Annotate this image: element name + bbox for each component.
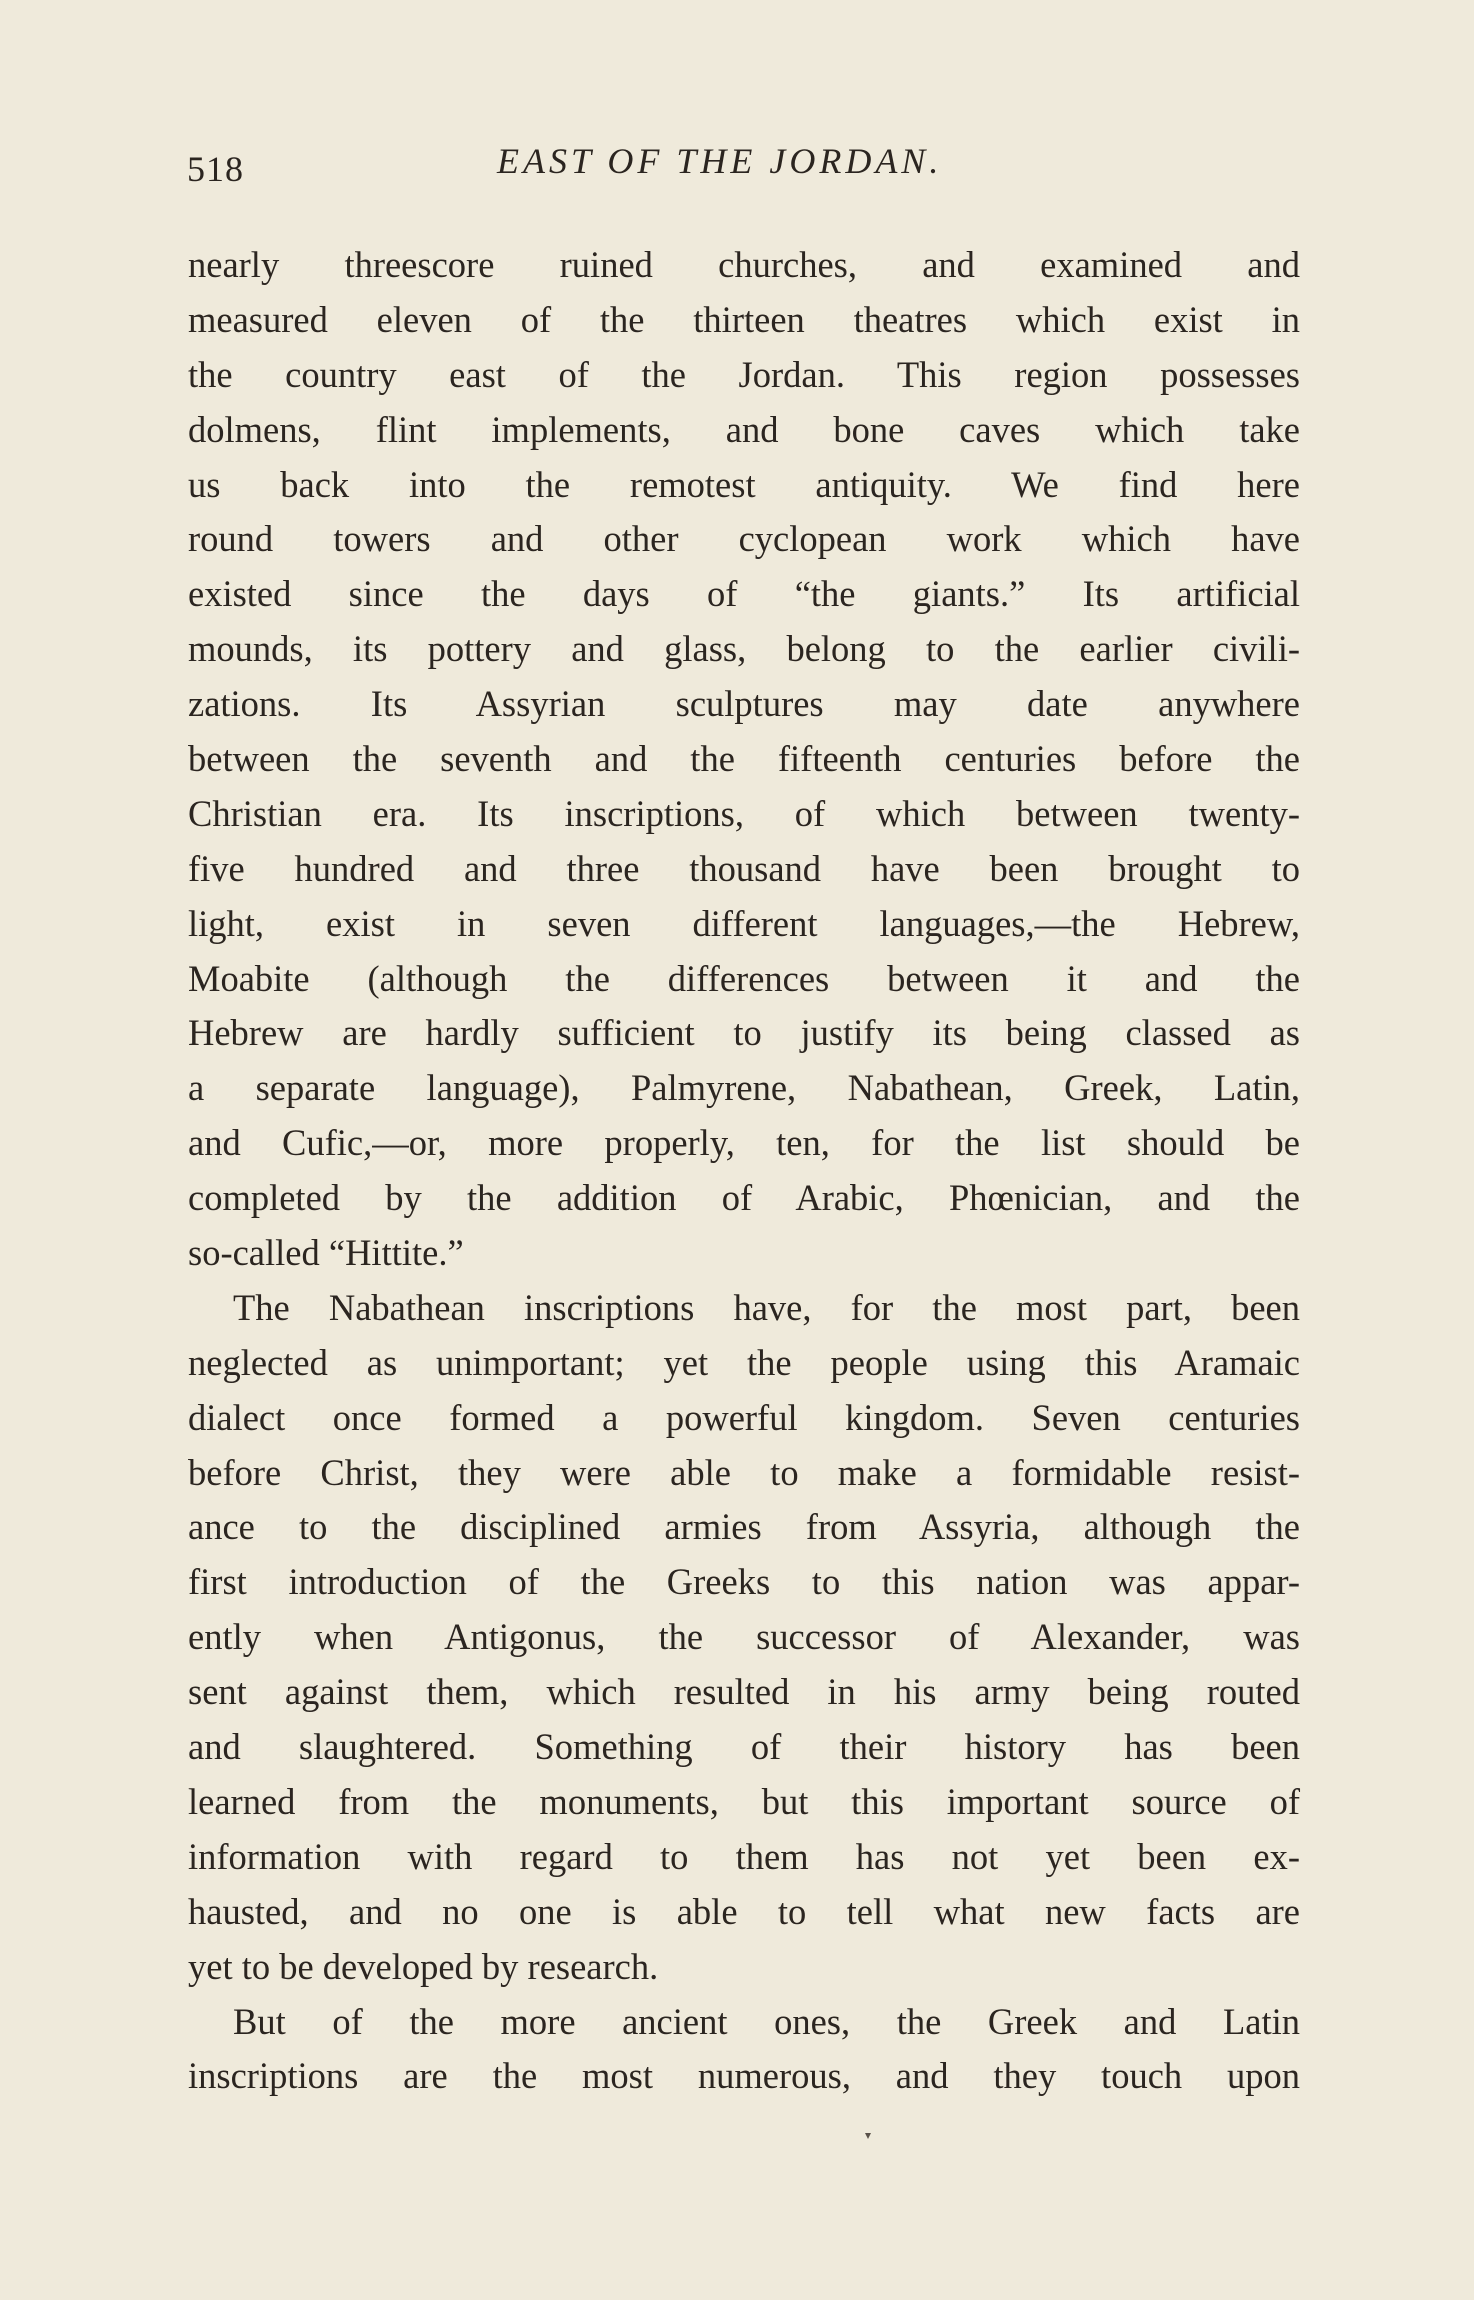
text-line: Christian era. Its inscriptions, of which between twenty- (188, 792, 1300, 834)
text-line: ance to the disciplined armies from Assyria, although the (188, 1506, 1300, 1548)
text-line: dialect once formed a powerful kingdom. Seven centuries (188, 1396, 1300, 1438)
text-line: hausted, and no one is able to tell what new facts are (188, 1890, 1300, 1932)
running-head (187, 140, 1297, 190)
paragraph-start-line: But of the more ancient ones, the Greek and Latin (233, 2000, 1300, 2042)
text-line: and slaughtered. Something of their history has been (188, 1726, 1300, 1768)
text-line: inscriptions are the most numerous, and they touch upon (188, 2055, 1300, 2097)
text-line: Hebrew are hardly sufficient to justify its being classed as (188, 1012, 1300, 1054)
text-line: zations. Its Assyrian sculptures may date anywhere (188, 683, 1300, 725)
paragraph-end-line: yet to be developed by research. (188, 1945, 659, 1987)
body-text (188, 238, 1300, 2104)
text-line: a separate language), Palmyrene, Nabathean, Greek, Latin, (188, 1067, 1300, 1109)
text-line: round towers and other cyclopean work which have (188, 518, 1300, 560)
paragraph-end-line: so-called “Hittite.” (188, 1232, 464, 1274)
text-line: and Cufic,—or, more properly, ten, for the list should be (188, 1122, 1300, 1164)
paragraph-start-line: The Nabathean inscriptions have, for the most part, been (233, 1286, 1300, 1328)
text-line: Moabite (although the differences between it and the (188, 957, 1300, 999)
text-line: ently when Antigonus, the successor of Alexander, was (188, 1616, 1300, 1658)
text-line: completed by the addition of Arabic, Phœnician, and the (188, 1177, 1300, 1219)
text-line: between the seventh and the fifteenth centuries before the (188, 738, 1300, 780)
text-line: existed since the days of “the giants.” Its artificial (188, 573, 1300, 615)
text-line: nearly threescore ruined churches, and examined and (188, 244, 1300, 285)
text-line: mounds, its pottery and glass, belong to the earlier civili- (188, 628, 1300, 670)
text-line: information with regard to them has not yet been ex- (188, 1835, 1300, 1877)
text-line: five hundred and three thousand have been brought to (188, 847, 1300, 889)
text-line: us back into the remotest antiquity. We find here (188, 463, 1300, 505)
printers-mark (865, 2133, 871, 2139)
text-line: the country east of the Jordan. This region possesses (188, 353, 1300, 395)
text-line: measured eleven of the thirteen theatres which exist in (188, 298, 1300, 340)
text-line: learned from the monuments, but this important source of (188, 1780, 1300, 1822)
text-line: before Christ, they were able to make a formidable resist- (188, 1451, 1300, 1493)
text-line: sent against them, which resulted in his army being routed (188, 1671, 1300, 1713)
text-line: light, exist in seven different languages,—the Hebrew, (188, 902, 1300, 944)
text-line: dolmens, flint implements, and bone caves which take (188, 408, 1300, 450)
running-title: EAST OF THE JORDAN. (497, 141, 943, 181)
text-line: first introduction of the Greeks to this nation was appar- (188, 1561, 1300, 1603)
page-number: 518 (187, 149, 244, 189)
text-line: neglected as unimportant; yet the people using this Aramaic (188, 1341, 1300, 1383)
